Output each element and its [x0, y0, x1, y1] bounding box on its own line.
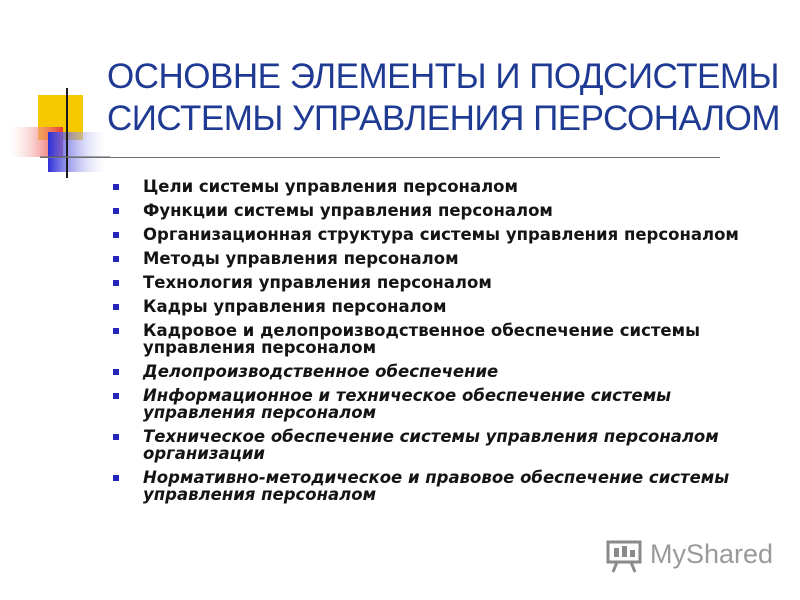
list-item-text: Методы управления персоналом [143, 249, 459, 268]
myshared-logo [605, 536, 775, 576]
list-item-text: Техническое обеспечение системы управления персоналом организации [143, 427, 719, 463]
list-item [113, 363, 783, 380]
title-line-2: СИСТЕМЫ УПРАВЛЕНИЯ ПЕРСОНАЛОМ [107, 99, 780, 138]
list-item-text: Информационное и техническое обеспечение системы управления персоналом [143, 386, 672, 422]
list-item-text: Организационная структура системы управления персоналом [143, 225, 739, 244]
logo-text: MyShared [650, 539, 774, 569]
list-item [113, 387, 783, 421]
slide-title [107, 56, 780, 140]
list-item [113, 469, 783, 503]
list-item-text: Кадры управления персоналом [143, 297, 447, 316]
square-bullet-icon [113, 184, 119, 190]
list-item [113, 202, 783, 219]
list-item [113, 250, 783, 267]
list-item-text: Функции системы управления персоналом [143, 201, 553, 220]
list-item-text: Нормативно-методическое и правовое обеспечение системы управления персоналом [143, 468, 730, 504]
list-item-text: Кадровое и делопроизводственное обеспечение системы управления персоналом [143, 321, 701, 357]
title-divider [40, 157, 720, 158]
title-line-1: ОСНОВНЕ ЭЛЕМЕНТЫ И ПОДСИСТЕМЫ [107, 57, 779, 96]
square-bullet-icon [113, 232, 119, 238]
blue-square [48, 132, 106, 172]
square-bullet-icon [113, 369, 119, 375]
list-item [113, 322, 783, 356]
square-bullet-icon [113, 256, 119, 262]
square-bullet-icon [113, 208, 119, 214]
square-bullet-icon [113, 304, 119, 310]
square-bullet-icon [113, 328, 119, 334]
square-bullet-icon [113, 434, 119, 440]
square-bullet-icon [113, 393, 119, 399]
list-item-text: Технология управления персоналом [143, 273, 492, 292]
list-item-text: Цели системы управления персоналом [143, 177, 518, 196]
list-item [113, 226, 783, 243]
square-bullet-icon [113, 475, 119, 481]
list-item [113, 428, 783, 462]
list-item-text: Делопроизводственное обеспечение [143, 362, 499, 381]
square-bullet-icon [113, 280, 119, 286]
list-item [113, 178, 783, 195]
decorative-squares [0, 0, 110, 190]
bullet-list [113, 178, 783, 510]
list-item [113, 298, 783, 315]
myshared-logo-icon [605, 536, 645, 576]
list-item [113, 274, 783, 291]
